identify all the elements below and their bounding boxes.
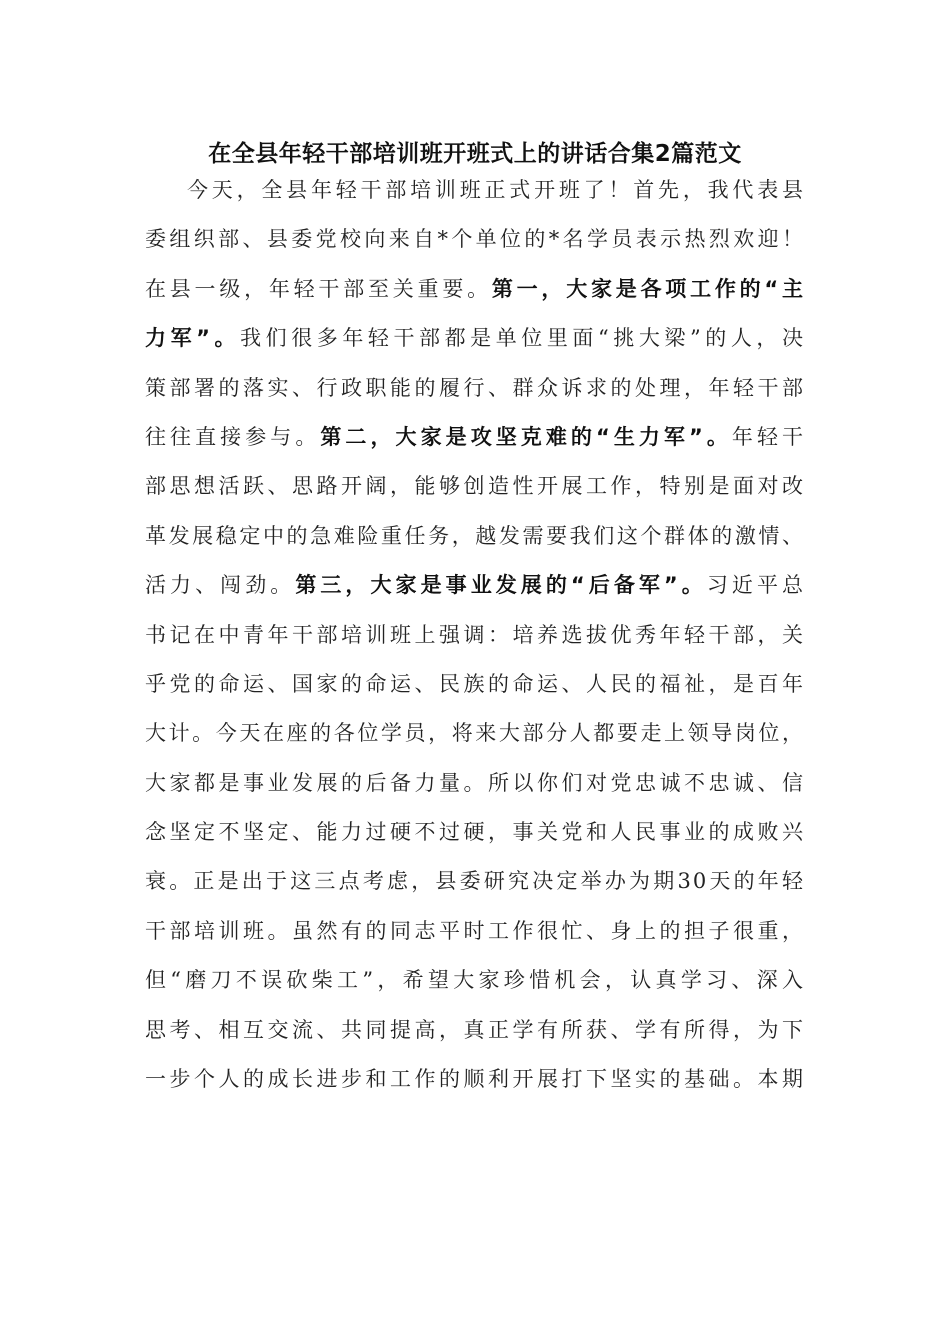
text-segment: 习近平总 <box>706 573 805 598</box>
bold-text-segment: 力军”。 <box>145 326 241 351</box>
text-line <box>145 956 805 1005</box>
text-segment: 乎党的命运、国家的命运、民族的命运、人民的福祉，是百年 <box>145 671 805 696</box>
text-segment: 部思想活跃、思路开阔，能够创造性开展工作，特别是面对改 <box>145 474 805 499</box>
document-title: 在全县年轻干部培训班开班式上的讲话合集2篇范文 <box>208 141 742 167</box>
text-line <box>145 1006 805 1055</box>
bold-text-segment: 第三，大家是事业发展的“后备军”。 <box>295 573 707 598</box>
text-line <box>145 1055 805 1104</box>
text-line <box>145 512 805 561</box>
text-segment: 年轻干 <box>731 424 805 449</box>
text-segment: 今天，全县年轻干部培训班正式开班了！首先，我代表县 <box>187 178 805 202</box>
text-segment: 委组织部、县委党校向来自*个单位的*名学员表示热烈欢迎！ <box>145 227 805 252</box>
text-line <box>145 907 805 956</box>
text-segment: 衰。正是出于这三点考虑，县委研究决定举办为期30天的年轻 <box>145 869 805 894</box>
text-segment: 大家都是事业发展的后备力量。所以你们对党忠诚不忠诚、信 <box>145 770 805 795</box>
text-line <box>145 364 805 413</box>
speech-body <box>145 166 805 1104</box>
text-line <box>145 314 805 363</box>
text-segment: 思考、相互交流、共同提高，真正学有所获、学有所得，为下 <box>145 1017 805 1042</box>
text-segment: 大计。今天在座的各位学员，将来大部分人都要走上领导岗位， <box>145 721 805 746</box>
text-line <box>145 808 805 857</box>
text-line <box>145 215 805 264</box>
text-segment: 一步个人的成长进步和工作的顺利开展打下坚实的基础。本期 <box>145 1067 805 1092</box>
text-line <box>145 561 805 610</box>
bold-text-segment: 第二，大家是攻坚克难的“生力军”。 <box>320 424 732 449</box>
text-segment: 但“磨刀不误砍柴工”，希望大家珍惜机会，认真学习、深入 <box>145 968 805 993</box>
text-line <box>145 611 805 660</box>
text-segment: 我们很多年轻干部都是单位里面“挑大梁”的人，决 <box>240 326 805 351</box>
text-segment: 革发展稳定中的急难险重任务，越发需要我们这个群体的激情、 <box>145 523 805 548</box>
text-line <box>145 462 805 511</box>
text-line <box>145 857 805 906</box>
text-segment: 干部培训班。虽然有的同志平时工作很忙、身上的担子很重， <box>145 918 805 943</box>
text-line <box>145 265 805 314</box>
text-line <box>145 709 805 758</box>
text-line <box>145 413 805 462</box>
text-segment: 活力、闯劲。 <box>145 573 296 598</box>
text-line <box>145 660 805 709</box>
text-segment: 策部署的落实、行政职能的履行、群众诉求的处理，年轻干部 <box>145 375 805 400</box>
text-line <box>145 759 805 808</box>
text-segment: 念坚定不坚定、能力过硬不过硬，事关党和人民事业的成败兴 <box>145 820 805 845</box>
bold-text-segment: 第一，大家是各项工作的“主 <box>491 276 805 301</box>
text-segment: 书记在中青年干部培训班上强调：培养选拔优秀年轻干部，关 <box>145 622 805 647</box>
text-line <box>145 166 805 215</box>
text-segment: 在县一级，年轻干部至关重要。 <box>145 276 492 301</box>
text-segment: 往往直接参与。 <box>145 424 321 449</box>
